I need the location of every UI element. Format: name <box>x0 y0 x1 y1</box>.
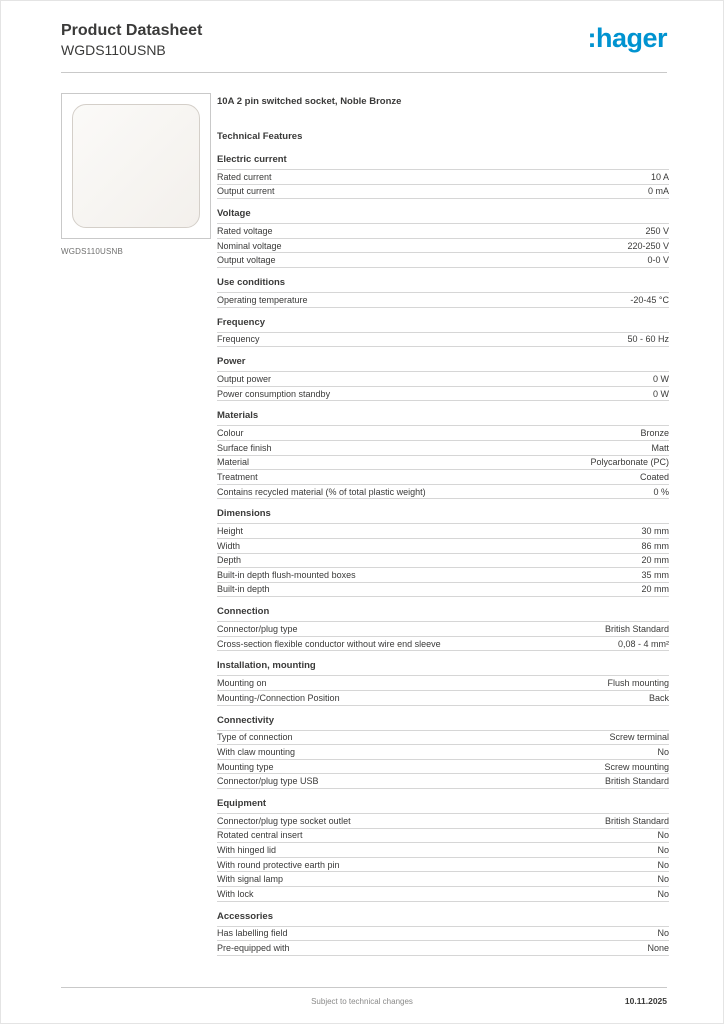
spec-label: Frequency <box>217 334 260 345</box>
spec-row <box>217 872 669 887</box>
spec-label: Output power <box>217 373 272 384</box>
section-title: Frequency <box>217 316 266 328</box>
spec-value: No <box>657 874 669 885</box>
spec-row <box>217 387 669 402</box>
spec-section <box>217 911 669 956</box>
spec-label: Mounting-/Connection Position <box>217 692 340 703</box>
spec-rows <box>217 813 669 902</box>
spec-section <box>217 798 669 902</box>
spec-row <box>217 583 669 598</box>
spec-label: With hinged lid <box>217 845 277 856</box>
spec-section <box>217 508 669 597</box>
section-title: Electric current <box>217 154 287 165</box>
spec-value: 0 W <box>652 388 669 399</box>
spec-label: With signal lamp <box>217 874 284 885</box>
spec-row <box>217 568 669 583</box>
spec-value: No <box>657 888 669 899</box>
spec-row <box>217 456 669 471</box>
spec-value: No <box>657 830 669 841</box>
section-title: Power <box>217 356 246 368</box>
spec-rows <box>217 371 669 401</box>
spec-section <box>217 356 669 401</box>
spec-value: 35 mm <box>641 569 669 580</box>
spec-label: Output current <box>217 186 275 197</box>
spec-label: Surface finish <box>217 442 272 453</box>
section-title: Accessories <box>217 910 273 922</box>
spec-value: Screw mounting <box>604 761 669 772</box>
spec-section <box>217 410 669 499</box>
spec-row <box>217 941 669 956</box>
spec-row <box>217 887 669 902</box>
spec-row <box>217 676 669 691</box>
spec-row <box>217 224 669 239</box>
spec-value: British Standard <box>604 624 669 635</box>
technical-features-heading: Technical Features <box>217 131 303 142</box>
spec-value: Matt <box>651 442 669 453</box>
spec-value: 20 mm <box>641 555 669 566</box>
spec-row <box>217 774 669 789</box>
spec-label: Connector/plug type USB <box>217 776 319 787</box>
spec-row <box>217 470 669 485</box>
spec-section <box>217 277 669 308</box>
spec-label: With round protective earth pin <box>217 859 340 870</box>
spec-rows <box>217 926 669 956</box>
spec-label: Connector/plug type socket outlet <box>217 815 351 826</box>
spec-label: Rated current <box>217 171 272 182</box>
spec-rows <box>217 621 669 651</box>
spec-row <box>217 858 669 873</box>
spec-rows <box>217 523 669 597</box>
header-titles <box>61 21 202 59</box>
footer-note: Subject to technical changes <box>311 997 413 1006</box>
spec-row <box>217 426 669 441</box>
spec-section <box>217 208 669 268</box>
header-divider <box>61 72 667 73</box>
spec-row <box>217 372 669 387</box>
spec-row <box>217 814 669 829</box>
spec-value: Polycarbonate (PC) <box>590 457 669 468</box>
spec-section <box>217 154 669 199</box>
footer-date: 10.11.2025 <box>624 996 667 1006</box>
spec-value: 0 % <box>653 486 669 497</box>
spec-label: Built-in depth <box>217 584 270 595</box>
spec-label: Treatment <box>217 471 258 482</box>
hager-logo: :hager <box>587 23 667 53</box>
spec-row <box>217 760 669 775</box>
spec-value: No <box>657 845 669 856</box>
spec-rows <box>217 169 669 199</box>
spec-value: 250 V <box>645 225 669 236</box>
spec-value: 10 A <box>650 171 669 182</box>
spec-value: No <box>657 747 669 758</box>
spec-value: No <box>657 859 669 870</box>
spec-label: With lock <box>217 888 254 899</box>
spec-value: Back <box>648 692 669 703</box>
spec-label: Output voltage <box>217 255 276 266</box>
section-title: Connection <box>217 606 270 618</box>
spec-row <box>217 829 669 844</box>
spec-rows <box>217 425 669 499</box>
spec-row <box>217 843 669 858</box>
section-title: Voltage <box>217 208 251 220</box>
spec-row <box>217 745 669 760</box>
spec-label: Mounting type <box>217 761 274 772</box>
spec-sections <box>217 154 669 956</box>
spec-label: Height <box>217 526 244 537</box>
spec-label: Connector/plug type <box>217 624 298 635</box>
spec-rows <box>217 292 669 308</box>
spec-label: Type of connection <box>217 732 293 743</box>
product-image <box>61 93 211 239</box>
spec-value: Bronze <box>640 428 669 439</box>
spec-row <box>217 731 669 746</box>
spec-label: Rated voltage <box>217 225 273 236</box>
spec-label: Power consumption standby <box>217 388 331 399</box>
spec-value: 0 mA <box>647 186 669 197</box>
spec-value: British Standard <box>604 815 669 826</box>
spec-row <box>217 333 669 348</box>
spec-section <box>217 715 669 789</box>
section-title: Connectivity <box>217 714 275 726</box>
document-title: Product Datasheet <box>61 22 203 39</box>
spec-value: Flush mounting <box>607 678 669 689</box>
spec-rows <box>217 730 669 789</box>
spec-label: Cross-section flexible conductor without wire end sleeve <box>217 638 441 649</box>
product-reference: WGDS110USNB <box>61 42 166 58</box>
spec-section <box>217 317 669 348</box>
spec-row <box>217 539 669 554</box>
spec-row <box>217 554 669 569</box>
spec-label: Rotated central insert <box>217 830 303 841</box>
spec-value: No <box>657 928 669 939</box>
spec-label: Built-in depth flush-mounted boxes <box>217 569 356 580</box>
spec-value: -20-45 °C <box>630 294 669 305</box>
spec-row <box>217 691 669 706</box>
spec-rows <box>217 223 669 268</box>
spec-section <box>217 606 669 651</box>
footer-divider <box>61 987 667 988</box>
spec-label: Operating temperature <box>217 294 308 305</box>
spec-value: 50 - 60 Hz <box>627 334 669 345</box>
spec-row <box>217 441 669 456</box>
spec-row <box>217 253 669 268</box>
spec-label: Contains recycled material (% of total plastic weight) <box>217 486 426 497</box>
spec-value: 0-0 V <box>647 255 669 266</box>
page-header <box>61 21 667 59</box>
spec-value: 0,08 - 4 mm² <box>617 638 669 649</box>
spec-row <box>217 185 669 200</box>
spec-row <box>217 927 669 942</box>
spec-label: Colour <box>217 428 244 439</box>
spec-label: Has labelling field <box>217 928 288 939</box>
spec-label: With claw mounting <box>217 747 296 758</box>
spec-value: Coated <box>639 471 669 482</box>
section-title: Materials <box>217 410 259 422</box>
spec-rows <box>217 675 669 705</box>
spec-row <box>217 170 669 185</box>
spec-row <box>217 293 669 308</box>
spec-value: 220-250 V <box>627 240 669 251</box>
section-title: Use conditions <box>217 276 286 288</box>
socket-plate-drawing <box>72 104 200 228</box>
spec-rows <box>217 332 669 348</box>
spec-value: 0 W <box>652 373 669 384</box>
product-image-caption: WGDS110USNB <box>61 247 124 256</box>
spec-row <box>217 637 669 652</box>
spec-content <box>217 96 669 965</box>
spec-value: 20 mm <box>641 584 669 595</box>
spec-label: Width <box>217 540 241 551</box>
spec-value: 86 mm <box>641 540 669 551</box>
spec-row <box>217 485 669 500</box>
spec-value: Screw terminal <box>609 732 669 743</box>
section-title: Equipment <box>217 798 267 810</box>
section-title: Installation, mounting <box>217 660 316 672</box>
spec-section <box>217 660 669 705</box>
product-title: 10A 2 pin switched socket, Noble Bronze <box>217 96 402 107</box>
spec-row <box>217 524 669 539</box>
spec-value: 30 mm <box>641 526 669 537</box>
spec-value: None <box>647 942 669 953</box>
spec-label: Pre-equipped with <box>217 942 290 953</box>
section-title: Dimensions <box>217 508 271 520</box>
spec-label: Nominal voltage <box>217 240 282 251</box>
spec-label: Depth <box>217 555 242 566</box>
spec-label: Mounting on <box>217 678 267 689</box>
spec-row <box>217 622 669 637</box>
spec-value: British Standard <box>604 776 669 787</box>
spec-row <box>217 239 669 254</box>
spec-label: Material <box>217 457 250 468</box>
